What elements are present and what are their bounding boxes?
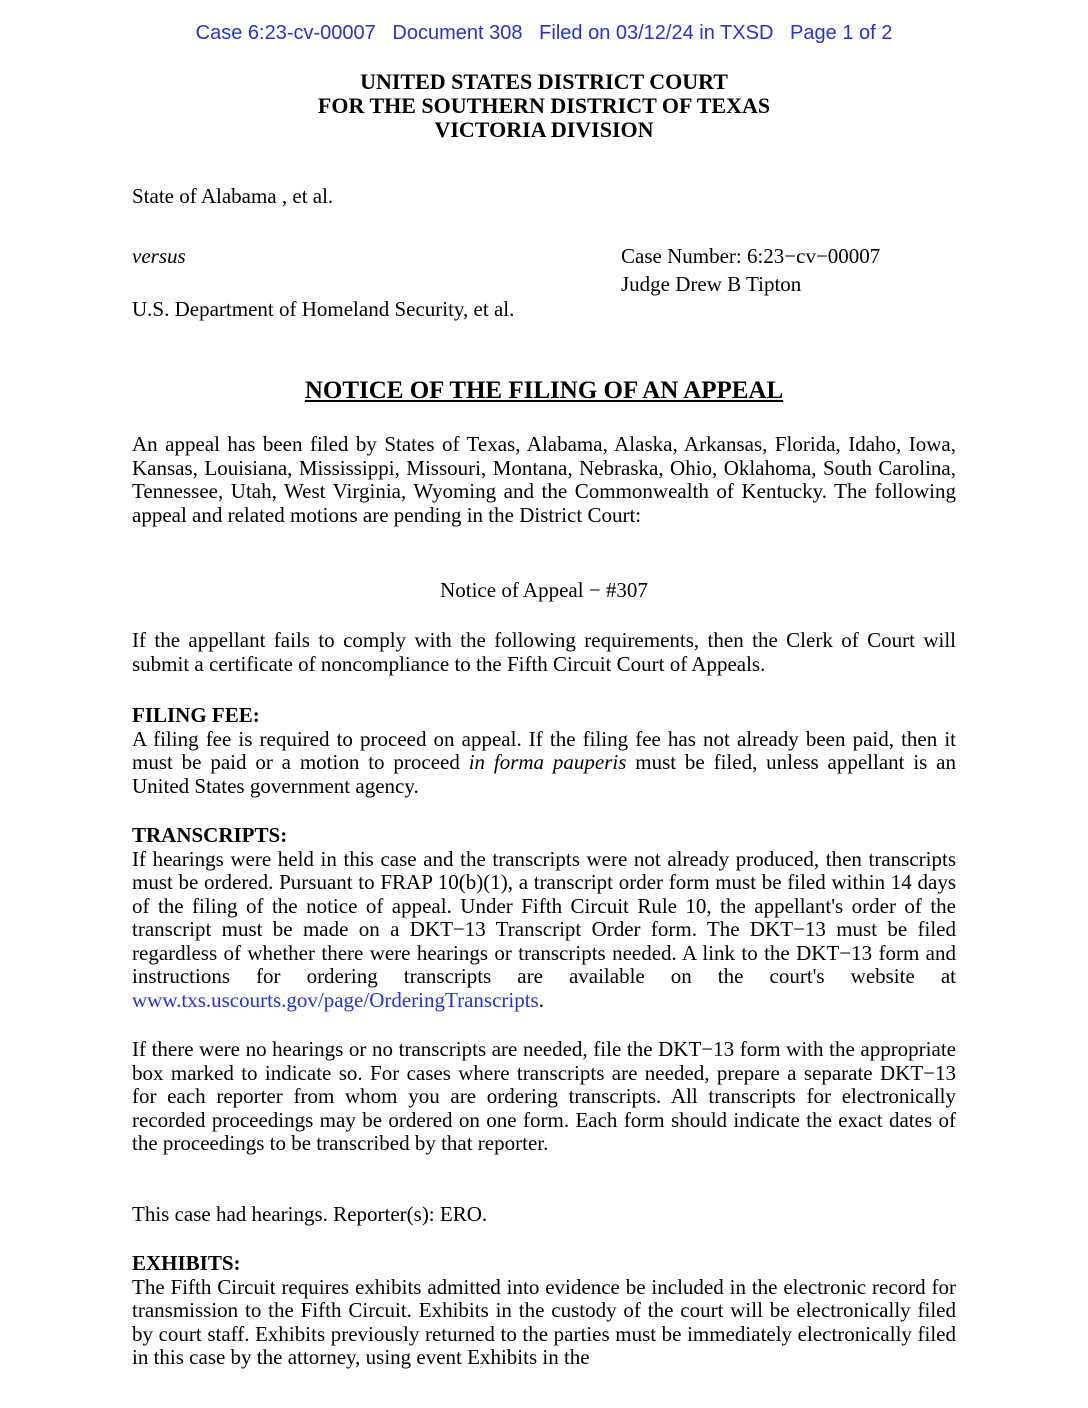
- notice-title: NOTICE OF THE FILING OF AN APPEAL: [304, 377, 784, 404]
- exhibits-heading: EXHIBITS:: [132, 1251, 241, 1275]
- appeal-item: Notice of Appeal − #307: [440, 578, 648, 602]
- plaintiff-name: State of Alabama , et al.: [132, 184, 334, 208]
- defendant-name: U.S. Department of Homeland Security, et al.: [132, 297, 515, 321]
- court-district-line: FOR THE SOUTHERN DISTRICT OF TEXAS: [317, 93, 771, 118]
- transcripts-section: [132, 824, 956, 1012]
- court-name-line: UNITED STATES DISTRICT COURT: [360, 69, 728, 94]
- court-division-line: VICTORIA DIVISION: [434, 117, 654, 142]
- appeal-intro-paragraph: An appeal has been filed by States of Texas, Alabama, Alaska, Arkansas, Florida, Idaho, Iowa, Kansas, Louisiana, Mississippi, Missouri, Montana, Nebraska, Ohio, Oklahoma, South Carolina, Tennessee, Utah, West Virginia, Wyoming and the Commonwealth of Kentucky. The following appeal and related motions are pending in the District Court:: [132, 432, 956, 527]
- filing-fee-italic: in forma pauperis: [468, 750, 627, 774]
- transcripts-heading: TRANSCRIPTS:: [132, 823, 288, 847]
- requirements-paragraph: If the appellant fails to comply with the following requirements, then the Clerk of Court will submit a certificate of noncompliance to the Fifth Circuit Court of Appeals.: [132, 628, 956, 676]
- filing-fee-text: A filing fee is required to proceed on appeal. If the filing fee has not already been paid, then it must be paid or a motion to proceed: [132, 726, 956, 774]
- case-caption: [132, 242, 956, 296]
- filing-fee-section: [132, 704, 956, 798]
- court-header: [0, 70, 1088, 142]
- transcripts-text: If hearings were held in this case and the transcripts were not already produced, then transcripts must be ordered. Pursuant to FRAP 10(b)(1), a transcript order form must be filed within 14 days of the filing of the notice of appeal. Under Fifth Circuit Rule 10, the appellant's order of the transcript must be made on a DKT−13 Transcript Order form. The DKT−13 must be filed regardless of whether there were hearings or transcripts needed. A link to the DKT−13 form and instructions for ordering transcripts are available on the court's website at: [132, 846, 956, 988]
- judge-name: Judge Drew B Tipton: [621, 272, 802, 296]
- filing-fee-heading: FILING FEE:: [132, 703, 260, 727]
- case-number: Case Number: 6:23−cv−00007: [621, 244, 881, 268]
- exhibits-text: The Fifth Circuit requires exhibits admitted into evidence be included in the electronic record for transmission to the Fifth Circuit. Exhibits in the custody of the court will be electronically filed by court staff. Exhibits previously returned to the parties must be immediately electronically filed in this case by the attorney, using event Exhibits in the: [132, 1274, 956, 1369]
- ordering-transcripts-link[interactable]: www.txs.uscourts.gov/page/OrderingTranscripts: [132, 987, 539, 1012]
- filing-fee-text-end: must be filed, unless appellant is an United States government agency.: [132, 750, 956, 798]
- no-hearings-paragraph: If there were no hearings or no transcripts are needed, file the DKT−13 form with the appropriate box marked to indicate so. For cases where transcripts are needed, prepare a separate DKT−13 for each reporter from whom you are ordering transcripts. All transcripts for electronically recorded proceedings may be ordered on one form. Each form should indicate the exact dates of the proceedings to be transcribed by that reporter.: [132, 1037, 956, 1155]
- transcripts-text-end: .: [538, 987, 544, 1012]
- court-filing-stamp: Case 6:23-cv-00007 Document 308 Filed on 03/12/24 in TXSD Page 1 of 2: [195, 22, 893, 44]
- case-info: [621, 242, 956, 298]
- exhibits-section: [132, 1252, 956, 1370]
- hearings-note: This case had hearings. Reporter(s): ERO.: [132, 1202, 488, 1226]
- versus-label: versus: [132, 244, 186, 268]
